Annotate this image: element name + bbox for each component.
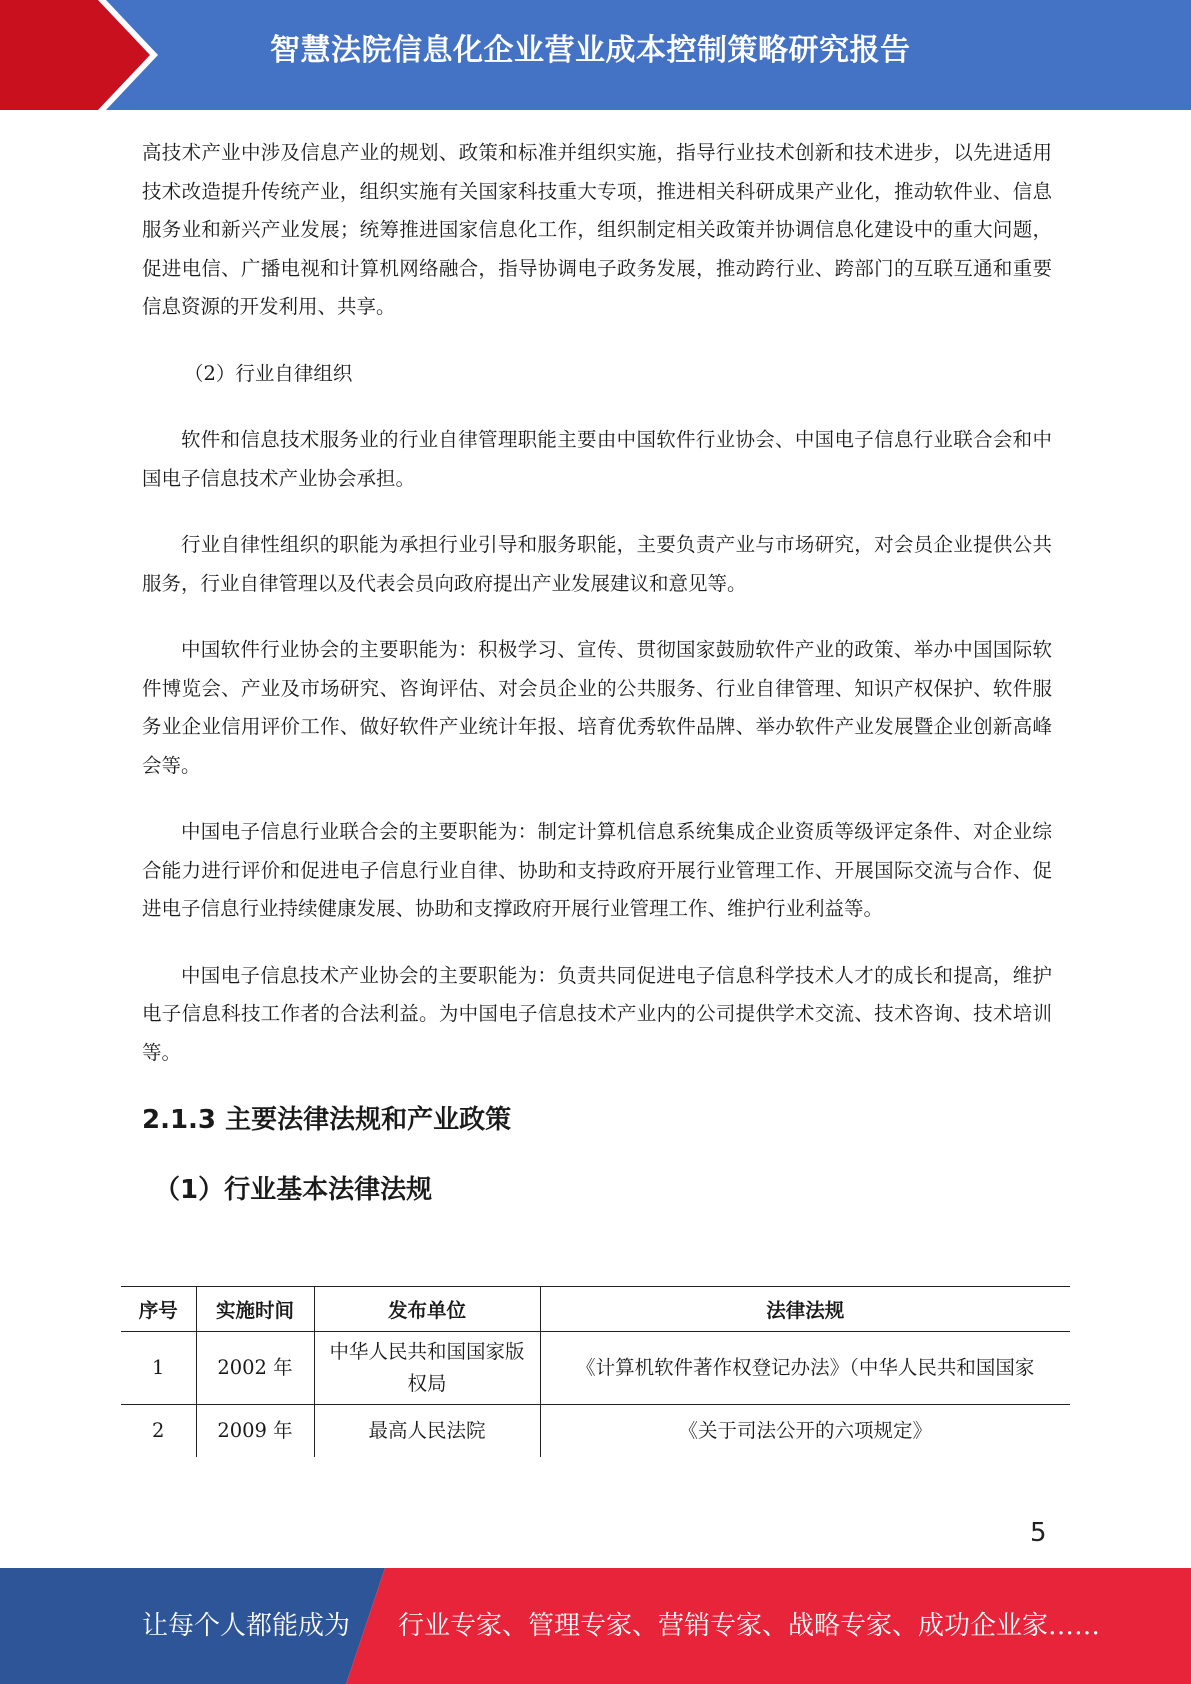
cell-issuing-authority: 最高人民法院 <box>314 1405 540 1458</box>
paragraph-intro: 高技术产业中涉及信息产业的规划、政策和标准并组织实施，指导行业技术创新和技术进步，以先进适用技术改造提升传统产业，组织实施有关国家科技重大专项，推进相关科研成果产业化，推动软件业、信息服务业和新兴产业发展；统筹推进国家信息化工作，组织制定相关政策并协调信息化建设中的重大问题，促进电信、广播电视和计算机网络融合，指导协调电子政务发展，推动跨行业、跨部门的互联互通和重要信息资源的开发利用、共享。 <box>142 141 1052 318</box>
footer-slogan-right: 行业专家、管理专家、营销专家、战略专家、成功企业家…… <box>398 1611 1101 1641</box>
paragraph-org-functions: 行业自律性组织的职能为承担行业引导和服务职能，主要负责产业与市场研究，对会员企业提供公共服务，行业自律管理以及代表会员向政府提出产业发展建议和意见等。 <box>142 533 1052 595</box>
section-heading: 2.1.3 主要法律法规和产业政策 <box>142 1105 512 1135</box>
header-serial-number: 序号 <box>121 1287 196 1332</box>
header-regulation: 法律法规 <box>540 1287 1070 1332</box>
header-arrow-decoration <box>0 0 160 110</box>
header-effective-date: 实施时间 <box>196 1287 314 1332</box>
table-row <box>121 1332 1070 1405</box>
page-header <box>0 0 1191 110</box>
cell-effective-date: 2009 年 <box>196 1405 314 1458</box>
cell-regulation: 《计算机软件著作权登记办法》（中华人民共和国国家 <box>540 1332 1070 1405</box>
cell-effective-date: 2002 年 <box>196 1332 314 1405</box>
footer-slogan-left: 让每个人都能成为 <box>142 1611 351 1641</box>
subsection-heading: （1）行业基本法律法规 <box>154 1175 433 1205</box>
document-body <box>142 134 1052 1210</box>
table-header-row <box>121 1287 1070 1332</box>
header-issuing-authority: 发布单位 <box>314 1287 540 1332</box>
paragraph-software-association: 中国软件行业协会的主要职能为：积极学习、宣传、贯彻国家鼓励软件产业的政策、举办中国国际软件博览会、产业及市场研究、咨询评估、对会员企业的公共服务、行业自律管理、知识产权保护、软件服务业企业信用评价工作、做好软件产业统计年报、培育优秀软件品牌、举办软件产业发展暨企业创新高峰会等。 <box>142 638 1052 777</box>
cell-regulation: 《关于司法公开的六项规定》 <box>540 1405 1070 1458</box>
report-title: 智慧法院信息化企业营业成本控制策略研究报告 <box>270 33 911 68</box>
cell-issuing-authority: 中华人民共和国国家版权局 <box>314 1332 540 1405</box>
table-row <box>121 1405 1070 1458</box>
cell-serial-number: 2 <box>152 1419 165 1442</box>
paragraph-electronics-federation: 中国电子信息行业联合会的主要职能为：制定计算机信息系统集成企业资质等级评定条件、对企业综合能力进行评价和促进电子信息行业自律、协助和支持政府开展行业管理工作、开展国际交流与合作、促进电子信息行业持续健康发展、协助和支撑政府开展行业管理工作、维护行业利益等。 <box>142 820 1052 920</box>
page-number: 5 <box>1030 1518 1047 1548</box>
cell-serial-number: 1 <box>121 1332 196 1405</box>
law-regulation-table <box>121 1286 1070 1457</box>
paragraph-self-regulation: 软件和信息技术服务业的行业自律管理职能主要由中国软件行业协会、中国电子信息行业联合会和中国电子信息技术产业协会承担。 <box>142 428 1052 490</box>
subsection-label: （2）行业自律组织 <box>184 361 353 385</box>
page-footer <box>0 1568 1191 1684</box>
paragraph-it-association: 中国电子信息技术产业协会的主要职能为：负责共同促进电子信息科学技术人才的成长和提高，维护电子信息科技工作者的合法利益。为中国电子信息技术产业内的公司提供学术交流、技术咨询、技术培训等。 <box>142 963 1052 1064</box>
